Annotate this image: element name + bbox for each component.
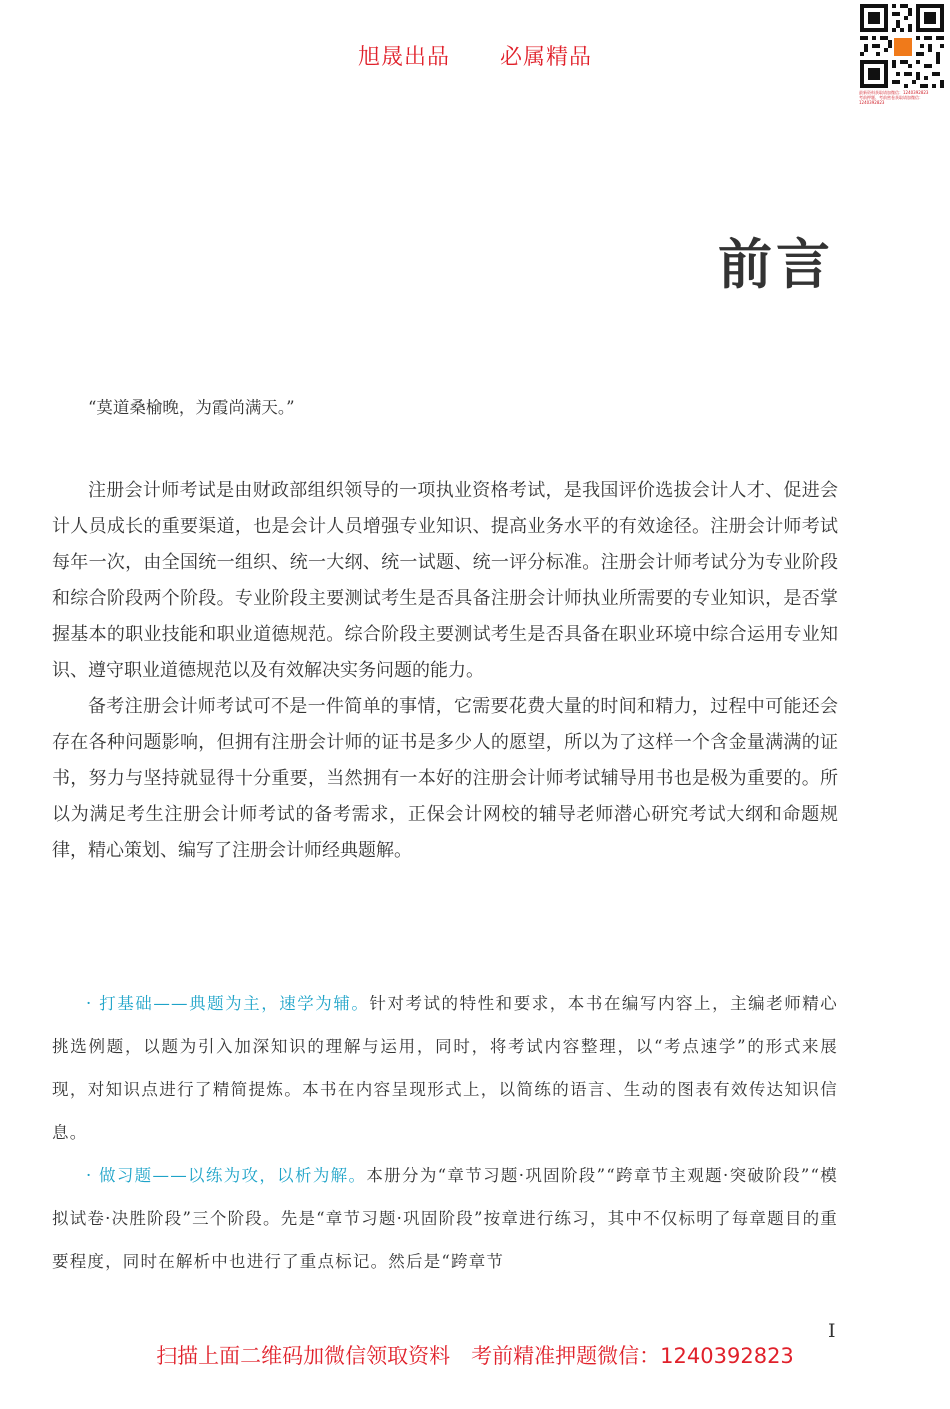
qr-code-icon [860, 4, 944, 88]
header-slogan-left: 旭晟出品 [357, 45, 450, 70]
qr-caption [857, 90, 947, 105]
qr-caption-line-2: 考前押题、考前密卷获取请加微信：1240392823 [859, 95, 923, 105]
qr-caption-line-1: 最新资料获取请加微信：1240392823 [859, 90, 929, 95]
qr-code-block [857, 4, 947, 108]
page-number: I [828, 1320, 836, 1342]
feature-title: · 打基础——典题为主，速学为辅。 [86, 994, 370, 1013]
preface-paragraph-1: 注册会计师考试是由财政部组织领导的一项执业资格考试，是我国评价选拔会计人才、促进会计人员成长的重要渠道，也是会计人员增强专业知识、提高业务水平的有效途径。注册会计师考试每年一次，由全国统一组织、统一大纲、统一试题、统一评分标准。注册会计师考试分为专业阶段和综合阶段两个阶段。专业阶段主要测试考生是否具备注册会计师执业所需要的专业知识，是否掌握基本的职业技能和职业道德规范。综合阶段主要测试考生是否具备在职业环境中综合运用专业知识、遵守职业道德规范以及有效解决实务问题的能力。 [52, 480, 838, 681]
header-slogan-right: 必属精品 [500, 45, 593, 70]
feature-list [52, 982, 838, 1283]
feature-item [52, 982, 838, 1154]
feature-title: · 做习题——以练为攻，以析为解。 [86, 1166, 367, 1185]
qr-logo-badge [893, 37, 913, 57]
preface-body [52, 473, 838, 869]
page-title: 前言 [718, 233, 834, 296]
footer-banner: 扫描上面二维码加微信领取资料 考前精准押题微信：1240392823 [156, 1344, 794, 1368]
epigraph: “莫道桑榆晚，为霞尚满天。” [88, 398, 295, 417]
preface-paragraph-2: 备考注册会计师考试可不是一件简单的事情，它需要花费大量的时间和精力，过程中可能还会存在各种问题影响，但拥有注册会计师的证书是多少人的愿望，所以为了这样一个含金量满满的证书，努力与坚持就显得十分重要，当然拥有一本好的注册会计师考试辅导用书也是极为重要的。所以为满足考生注册会计师考试的备考需求，正保会计网校的辅导老师潜心研究考试大纲和命题规律，精心策划、编写了注册会计师经典题解。 [52, 696, 838, 861]
feature-item [52, 1154, 838, 1283]
header-banner [0, 40, 950, 71]
feature-description: 针对考试的特性和要求，本书在编写内容上，主编老师精心挑选例题，以题为引入加深知识的理解与运用，同时，将考试内容整理，以“考点速学”的形式来展现，对知识点进行了精简提炼。本书在内容呈现形式上，以简练的语言、生动的图表有效传达知识信息。 [52, 994, 839, 1142]
feature-description: 本册分为“章节习题·巩固阶段”“跨章节主观题·突破阶段”“模拟试卷·决胜阶段”三个阶段。先是“章节习题·巩固阶段”按章进行练习，其中不仅标明了每章题目的重要程度，同时在解析中也进行了重点标记。然后是“跨章节 [52, 1166, 839, 1271]
